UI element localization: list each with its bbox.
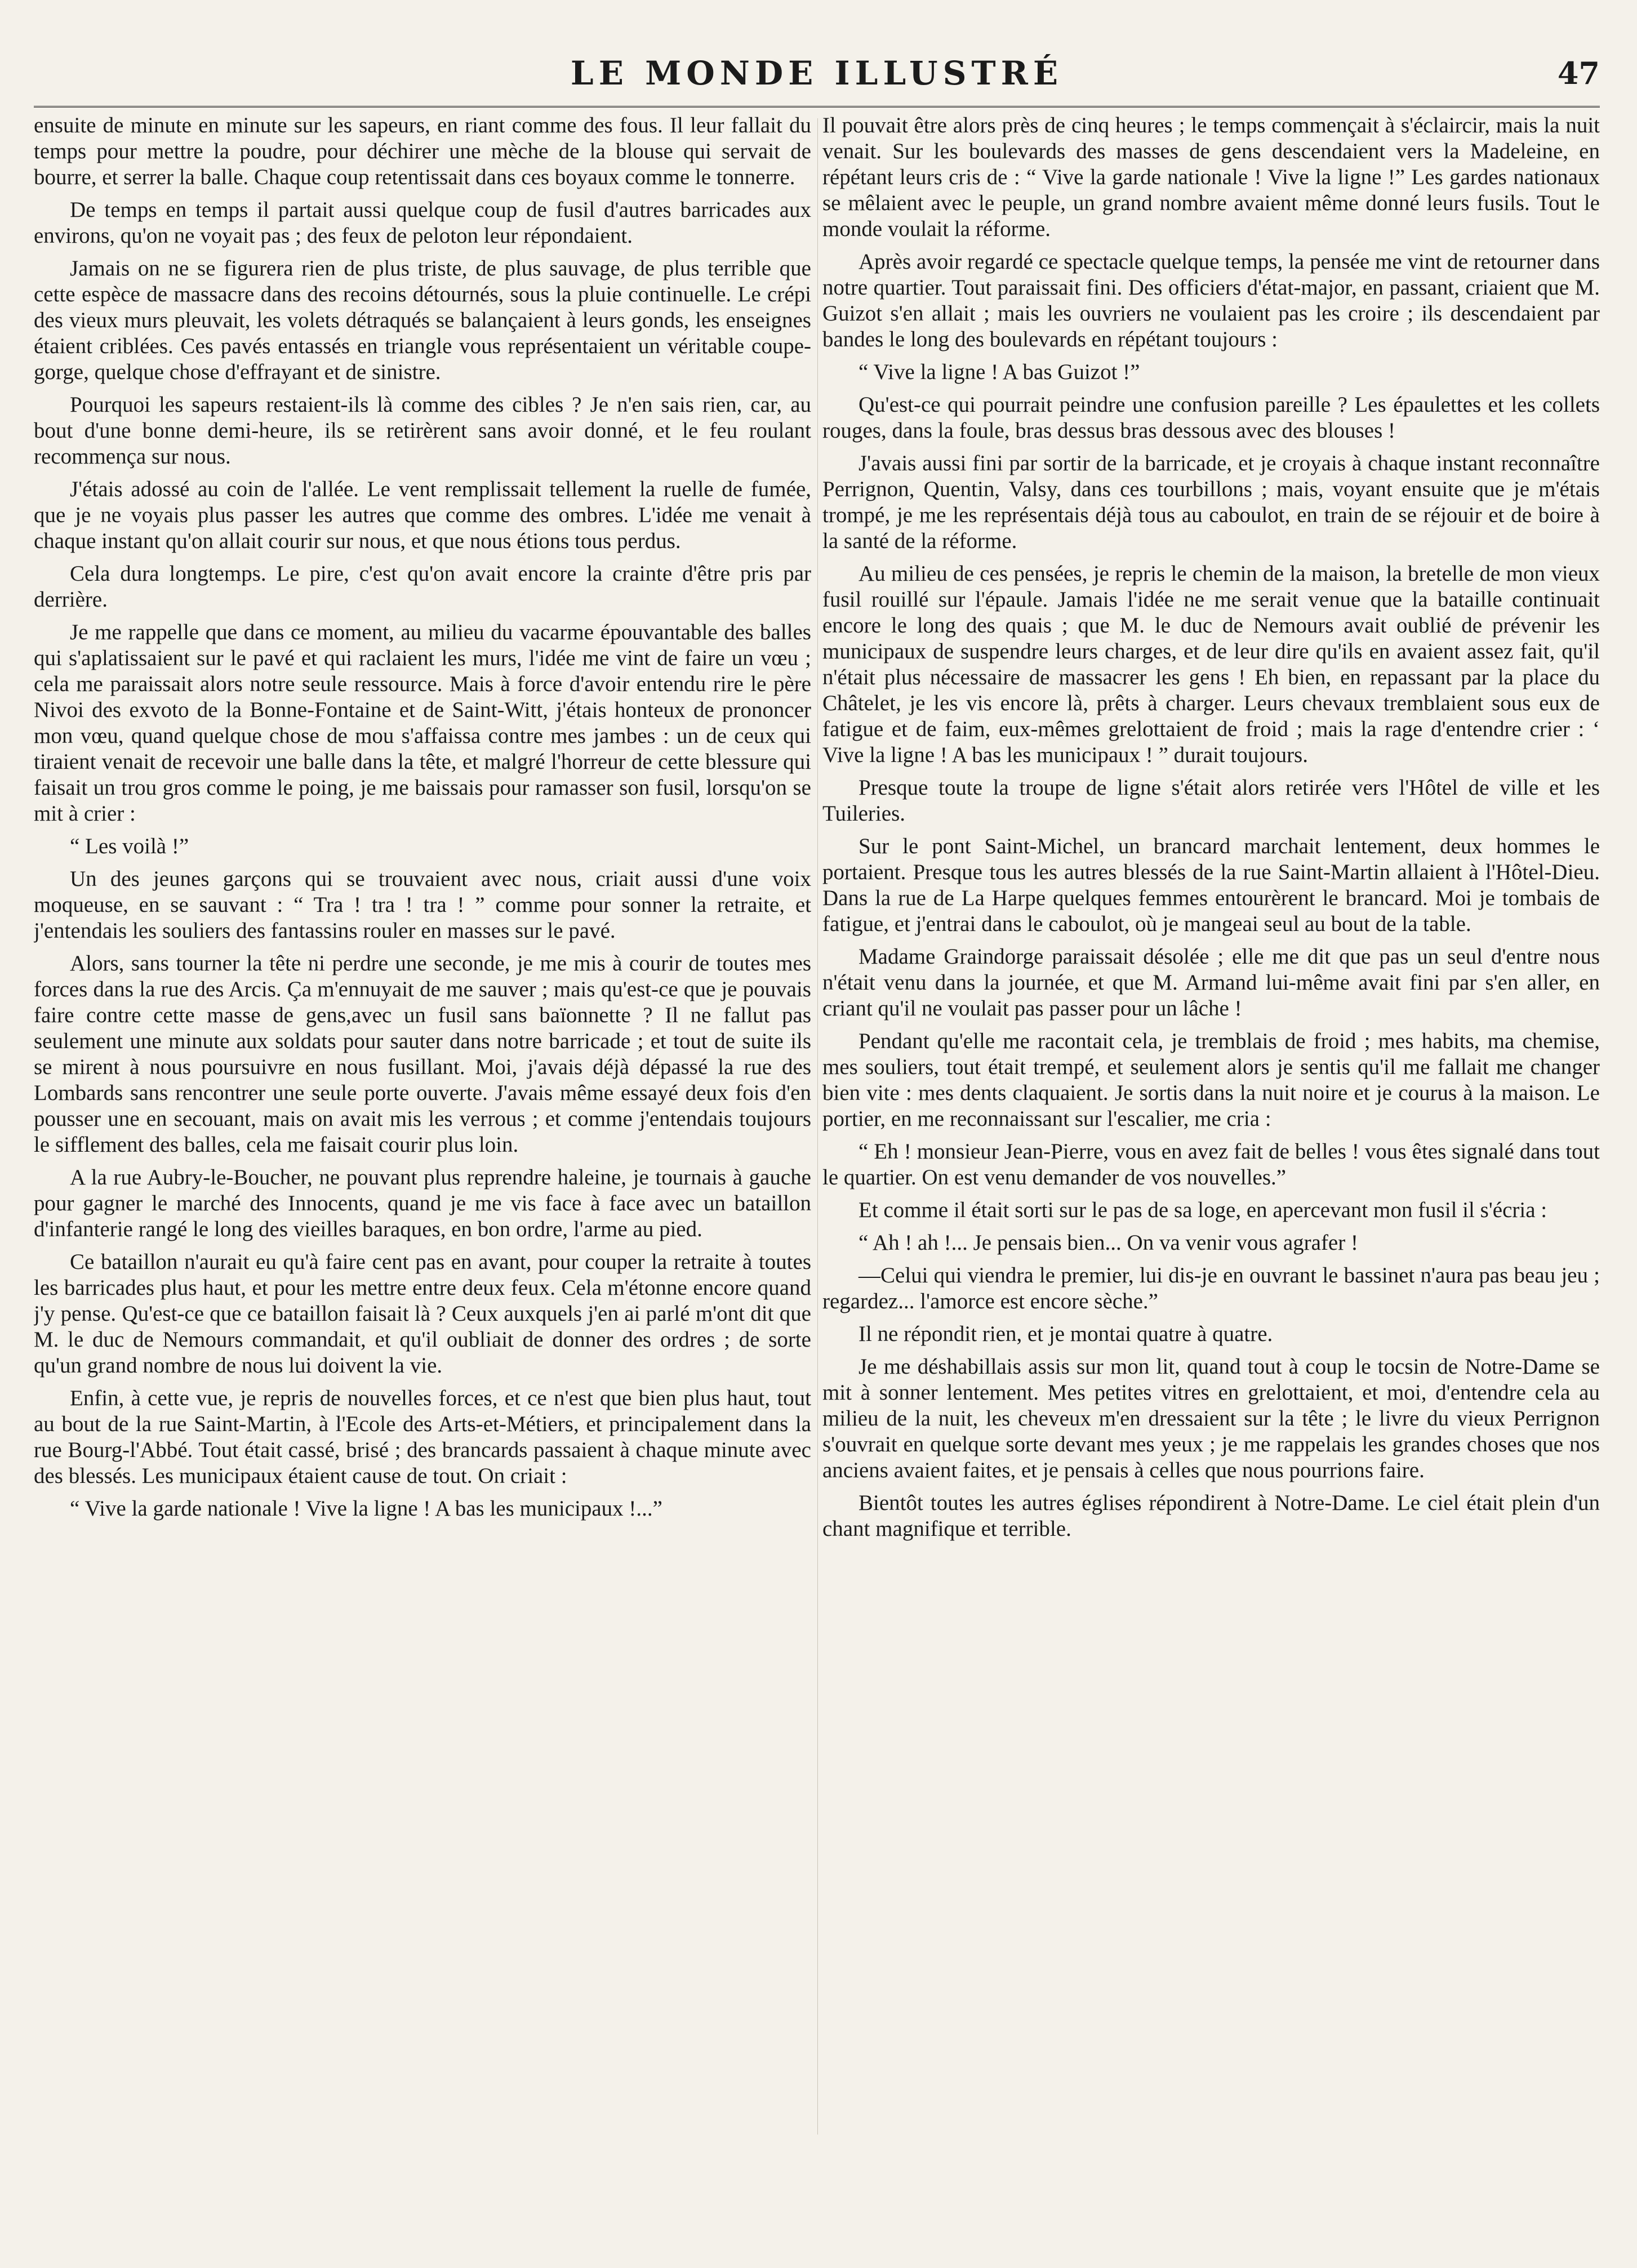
paragraph: Jamais on ne se figurera rien de plus triste, de plus sauvage, de plus terrible que cette espèce de massacre dans des recoins détournés, sous la pluie continuelle. Le crépi des vieux murs pleuvait, les volets détraqués se balançaient à leurs gonds, les enseignes étaient criblées. Ces pavés entassés en triangle vous représentaient un véritable coupe-gorge, quelque chose d'effrayant et de sinistre. — [34, 256, 811, 384]
right-column — [822, 113, 1600, 2230]
paragraph: “ Ah ! ah !... Je pensais bien... On va venir vous agrafer ! — [858, 1231, 1358, 1255]
masthead — [34, 51, 1600, 96]
paragraph: “ Eh ! monsieur Jean-Pierre, vous en avez fait de belles ! vous êtes signalé dans tout le quartier. On est venu demander de vos nouvelles.” — [822, 1139, 1600, 1189]
paragraph: Sur le pont Saint-Michel, un brancard marchait lentement, deux hommes le portaient. Presque tous les autres blessés de la rue Saint-Martin allaient à l'Hôtel-Dieu. Dans la rue de La Harpe quelques femmes entourèrent le brancard. Moi je tombais de fatigue, et j'entrai dans le caboulot, où je mangeai seul au bout de la table. — [822, 834, 1600, 936]
paragraph: ensuite de minute en minute sur les sapeurs, en riant comme des fous. Il leur fallait du temps pour mettre la poudre, pour déchirer une mèche de la blouse qui servait de bourre, et serrer la balle. Chaque coup retentissait dans ces boyaux comme le tonnerre. — [34, 113, 811, 189]
paragraph: Cela dura longtemps. Le pire, c'est qu'on avait encore la crainte d'être pris par derrière. — [34, 562, 811, 612]
paragraph: Et comme il était sorti sur le pas de sa loge, en apercevant mon fusil il s'écria : — [858, 1198, 1547, 1222]
paragraph: “ Les voilà !” — [70, 834, 189, 858]
paragraph: Presque toute la troupe de ligne s'était alors retirée vers l'Hôtel de ville et les Tuileries. — [822, 776, 1600, 826]
paragraph: Bientôt toutes les autres églises répondirent à Notre-Dame. Le ciel était plein d'un chant magnifique et terrible. — [822, 1491, 1600, 1541]
paragraph: Il ne répondit rien, et je montai quatre à quatre. — [858, 1322, 1273, 1346]
paragraph: Ce bataillon n'aurait eu qu'à faire cent pas en avant, pour couper la retraite à toutes les barricades plus haut, et pour les mettre entre deux feux. Cela m'étonne encore quand j'y pense. Qu'est-ce que ce bataillon faisait là ? Ceux auxquels j'en ai parlé m'ont dit que M. le duc de Nemours commandait, et qu'il oubliait de donner des ordres ; de sorte qu'un grand nombre de nous lui doivent la vie. — [34, 1250, 811, 1378]
paragraph: “ Vive la ligne ! A bas Guizot !” — [858, 360, 1140, 384]
paragraph: J'avais aussi fini par sortir de la barricade, et je croyais à chaque instant reconnaître Perrignon, Quentin, Valsy, dans ces tourbillons ; mais, voyant ensuite que je m'étais trompé, je me les représentais déjà tous au caboulot, en train de se réjouir et de boire à la santé de la réforme. — [822, 451, 1600, 553]
paragraph: Au milieu de ces pensées, je repris le chemin de la maison, la bretelle de mon vieux fusil rouillé sur l'épaule. Jamais l'idée ne me serait venue que la bataille continuait encore le long des quais ; que M. le duc de Nemours avait oublié de prévenir les municipaux de suspendre leurs charges, et de leur dire qu'ils en avaient assez fait, qu'il n'était plus nécessaire de massacrer les gens ! Eh bien, en repassant par la place du Châtelet, je les vis encore là, prêts à charger. Leurs chevaux tremblaient sous eux de fatigue et de faim, eux-mêmes grelottaient de froid ; mais la rage d'entendre crier : ‘ Vive la ligne ! A bas les municipaux ! ” durait toujours. — [822, 562, 1600, 767]
paragraph: Madame Graindorge paraissait désolée ; elle me dit que pas un seul d'entre nous n'était venu dans la journée, et que M. Armand lui-même avait fini par s'en aller, en criant qu'il ne voulait pas passer pour un lâche ! — [822, 944, 1600, 1021]
paragraph: Pendant qu'elle me racontait cela, je tremblais de froid ; mes habits, ma chemise, mes souliers, tout était trempé, et seulement alors je sentis qu'il me fallait me changer bien vite : mes dents claquaient. Je sortis dans la nuit noire et je courus à la maison. Le portier, en me reconnaissant sur l'escalier, me cria : — [822, 1029, 1600, 1131]
paragraph: A la rue Aubry-le-Boucher, ne pouvant plus reprendre haleine, je tournais à gauche pour gagner le marché des Innocents, quand je me vis face à face avec un bataillon d'infanterie rangé le long des vieilles baraques, en bon ordre, l'arme au pied. — [34, 1165, 811, 1241]
paragraph: Après avoir regardé ce spectacle quelque temps, la pensée me vint de retourner dans notre quartier. Tout paraissait fini. Des officiers d'état-major, en passant, criaient que M. Guizot s'en allait ; mais les ouvriers ne voulaient pas les croire ; ils descendaient par bandes le long des boulevards en répétant toujours : — [822, 249, 1600, 351]
header-rule — [34, 106, 1600, 108]
paragraph: Je me rappelle que dans ce moment, au milieu du vacarme épouvantable des balles qui s'aplatissaient sur le pavé et qui raclaient les murs, l'idée me vint de faire un vœu ; cela me paraissait alors notre seule ressource. Mais à force d'avoir entendu rire le père Nivoi des exvoto de la Bonne-Fontaine et de Saint-Witt, j'étais honteux de prononcer mon vœu, quand quelque chose de mou s'affaissa contre mes jambes : un de ceux qui tiraient venait de recevoir une balle dans la tête, et malgré l'horreur de cette blessure qui faisait un trou gros comme le poing, je me baissais pour ramasser son fusil, lorsqu'on se mit à crier : — [34, 620, 811, 826]
newspaper-title: LE MONDE ILLUSTRÉ — [570, 54, 1064, 92]
paragraph: Je me déshabillais assis sur mon lit, quand tout à coup le tocsin de Notre-Dame se mit à sonner lentement. Mes petites vitres en grelottaient, et moi, d'entendre cela au milieu de la nuit, les cheveux m'en dressaient sur la tête ; le livre du vieux Perrignon s'ouvrait en quelque sorte devant mes yeux ; je me rappelais les grandes choses que nos anciens avaient faites, et je pensais à celles que nous pourrions faire. — [822, 1354, 1600, 1482]
paragraph: Pourquoi les sapeurs restaient-ils là comme des cibles ? Je n'en sais rien, car, au bout d'une bonne demi-heure, ils se retirèrent sans avoir donné, et le feu roulant recommença sur nous. — [34, 393, 811, 469]
paragraph: “ Vive la garde nationale ! Vive la ligne ! A bas les municipaux !...” — [70, 1496, 662, 1521]
paragraph: Enfin, à cette vue, je repris de nouvelles forces, et ce n'est que bien plus haut, tout au bout de la rue Saint-Martin, à l'Ecole des Arts-et-Métiers, et principalement dans la rue Bourg-l'Abbé. Tout était cassé, brisé ; des brancards passaient à chaque minute avec des blessés. Les municipaux étaient cause de tout. On criait : — [34, 1386, 811, 1488]
page-number: 47 — [1557, 55, 1600, 91]
left-column — [34, 113, 811, 2230]
paragraph: De temps en temps il partait aussi quelque coup de fusil d'autres barricades aux environs, qu'on ne voyait pas ; des feux de peloton leur répondaient. — [34, 198, 811, 248]
paragraph: Qu'est-ce qui pourrait peindre une confusion pareille ? Les épaulettes et les collets rouges, dans la foule, bras dessus bras dessous avec des blouses ! — [822, 393, 1600, 443]
paragraph: J'étais adossé au coin de l'allée. Le vent remplissait tellement la ruelle de fumée, que je ne voyais plus passer les autres que comme des ombres. L'idée me venait à chaque instant qu'on allait courir sur nous, et que nous étions tous perdus. — [34, 477, 811, 553]
column-gutter — [817, 118, 818, 2135]
paragraph: Il pouvait être alors près de cinq heures ; le temps commençait à s'éclaircir, mais la nuit venait. Sur les boulevards des masses de gens descendaient vers la Madeleine, en répétant leurs cris de : “ Vive la garde nationale ! Vive la ligne !” Les gardes nationaux se mêlaient avec le peuple, un grand nombre avaient même donné leurs fusils. Tout le monde voulait la réforme. — [822, 113, 1600, 241]
paragraph: Un des jeunes garçons qui se trouvaient avec nous, criait aussi d'une voix moqueuse, en se sauvant : “ Tra ! tra ! tra ! ” comme pour sonner la retraite, et j'entendais les souliers des fantassins rouler en masses sur le pavé. — [34, 867, 811, 943]
paragraph: —Celui qui viendra le premier, lui dis-je en ouvrant le bassinet n'aura pas beau jeu ; regardez... l'amorce est encore sèche.” — [822, 1263, 1600, 1313]
paragraph: Alors, sans tourner la tête ni perdre une seconde, je me mis à courir de toutes mes forces dans la rue des Arcis. Ça m'ennuyait de me sauver ; mais qu'est-ce que je pouvais faire contre cette masse de gens,avec un fusil sans baïonnette ? Il ne fallut pas seulement une minute aux soldats pour sauter dans notre barricade ; et tout de suite ils se mirent à nous poursuivre en nous fusillant. Moi, j'avais déjà dépassé la rue des Lombards sans rencontrer une seule porte ouverte. J'avais même essayé deux fois d'en pousser une en secouant, mais on avait mis les verrous ; et comme j'entendais toujours le sifflement des balles, cela me faisait courir plus loin. — [34, 951, 811, 1157]
